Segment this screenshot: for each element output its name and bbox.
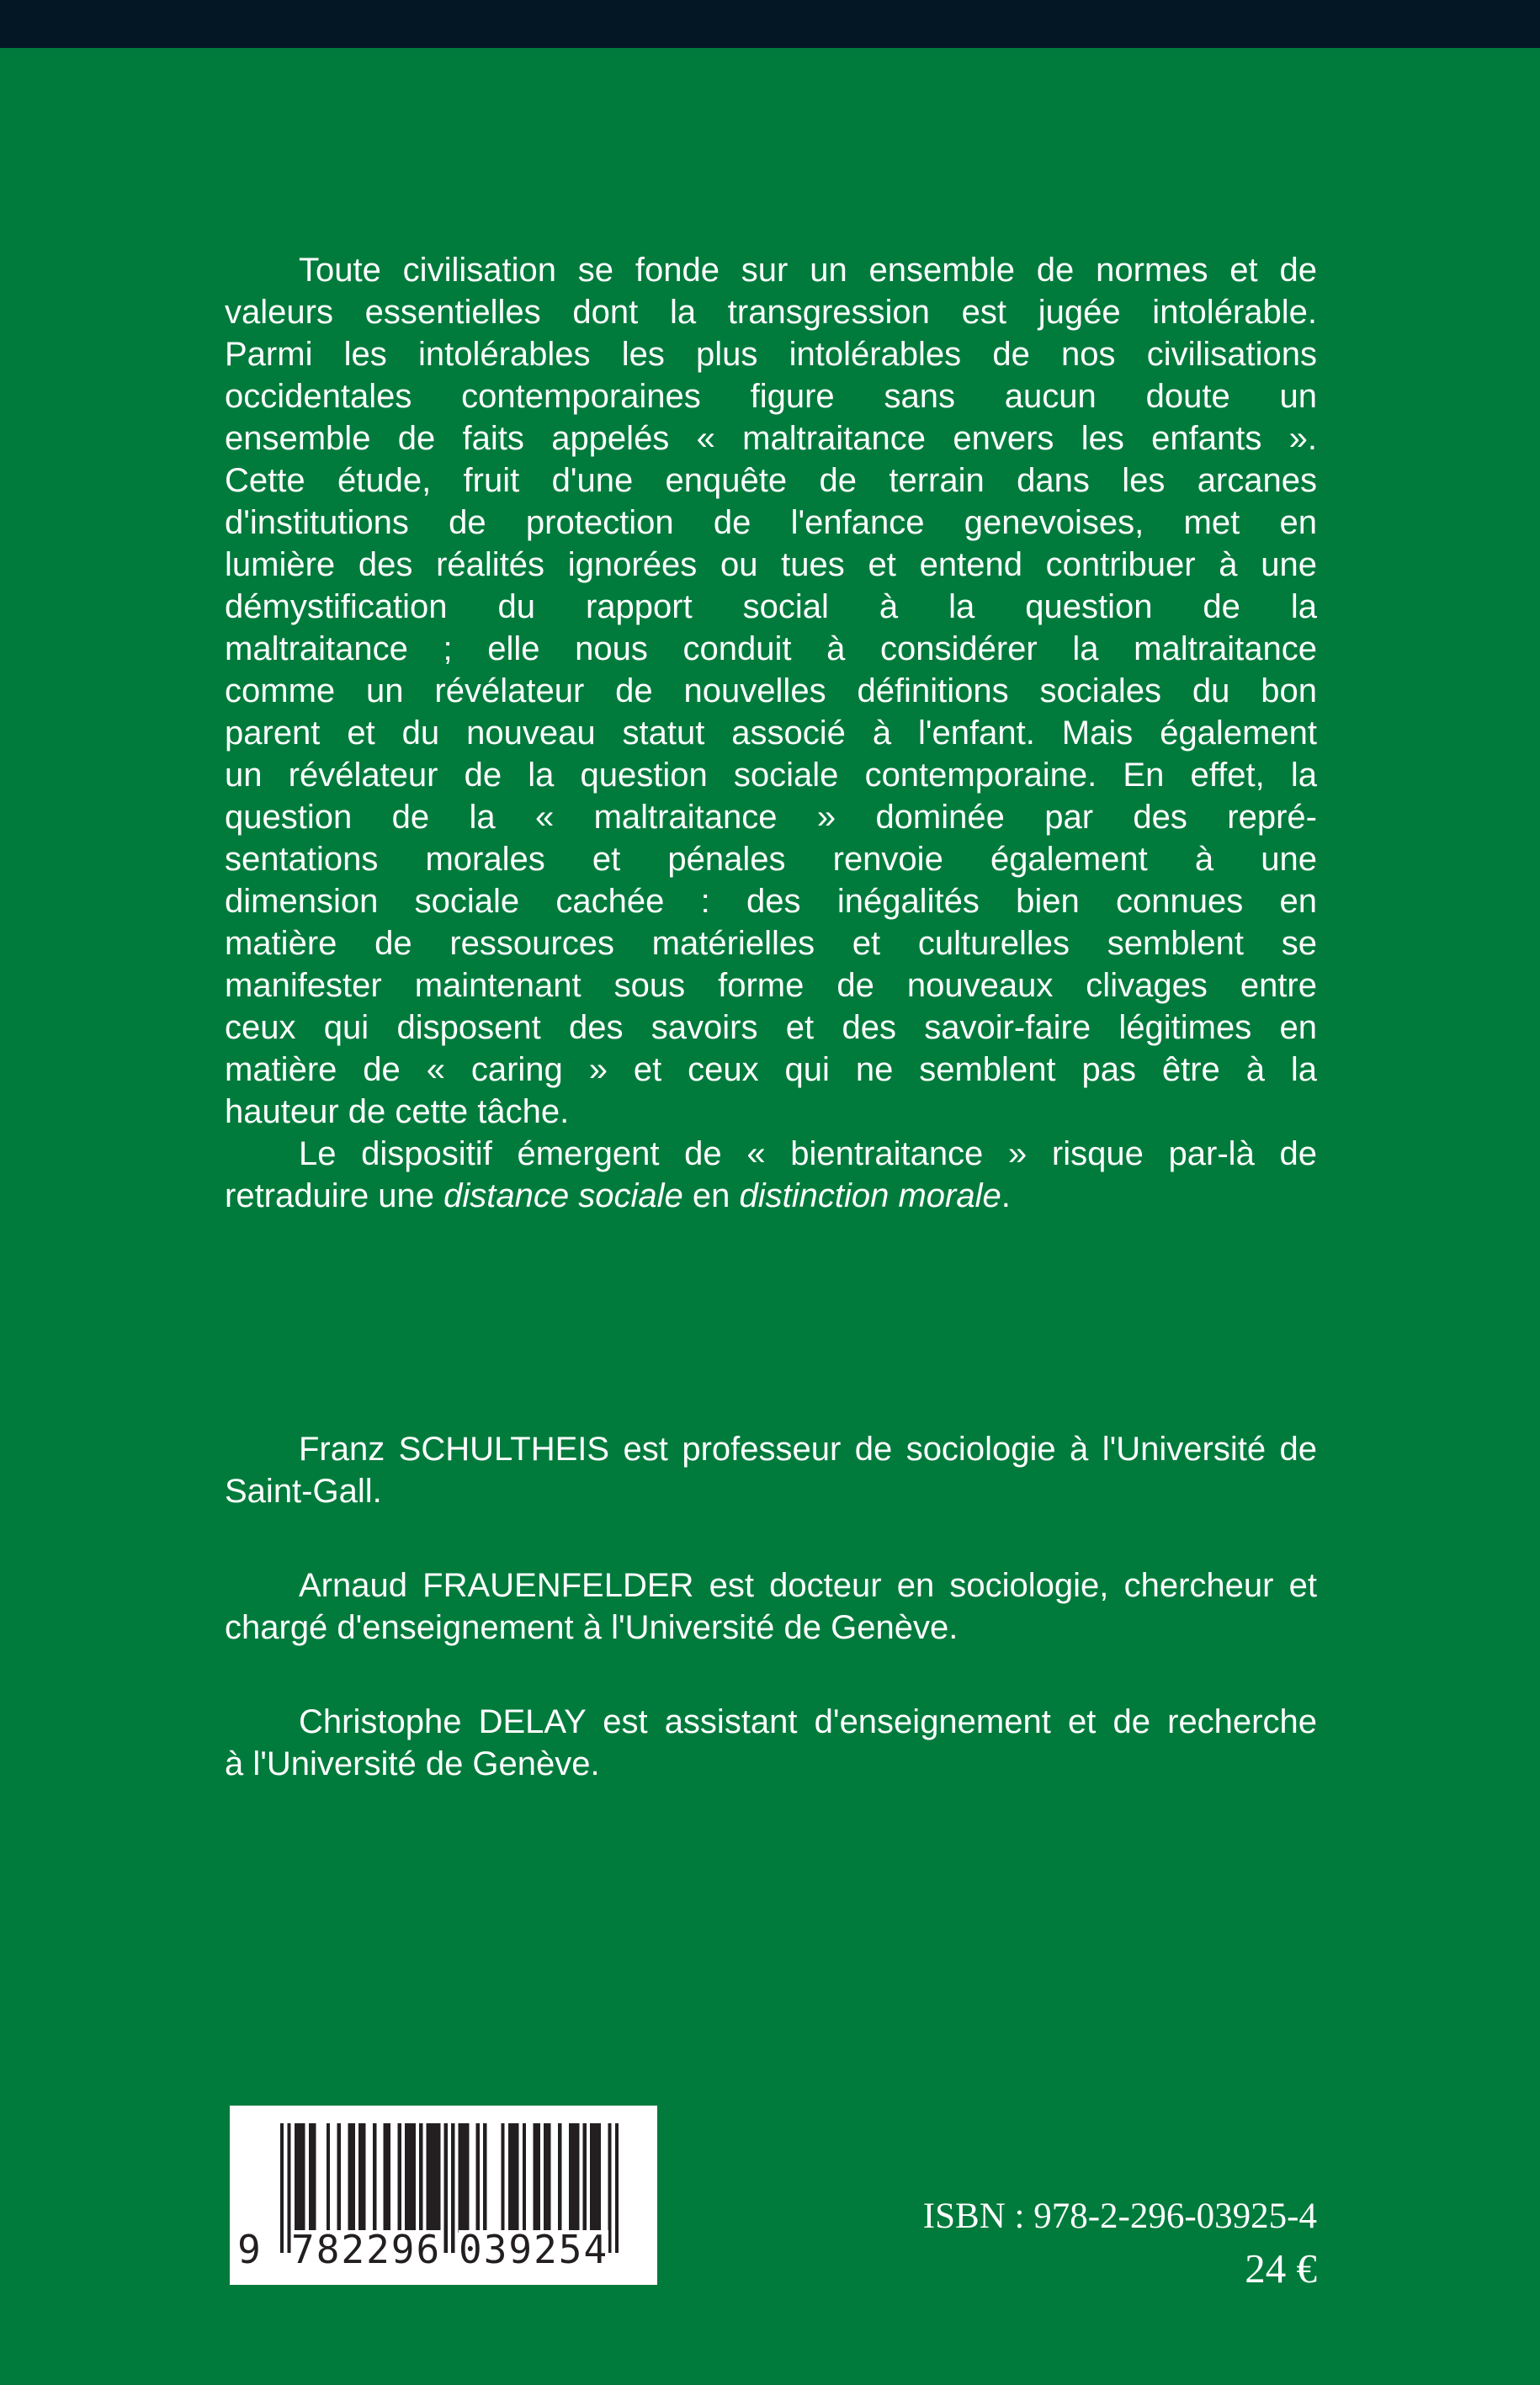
- author-bio-frauenfelder: [225, 1564, 1317, 1649]
- barcode-digit-group: 782296: [291, 2227, 442, 2272]
- synopsis-line: ensemble de faits appelés « maltraitance envers les enfants ».: [225, 420, 1317, 457]
- synopsis-line: Toute civilisation se fonde sur un ensemble de normes et de: [299, 252, 1317, 289]
- barcode-digit-group: 9: [237, 2227, 261, 2272]
- synopsis-line: Parmi les intolérables les plus intolérables de nos civilisations: [225, 336, 1317, 373]
- closing-suffix: .: [1001, 1177, 1011, 1214]
- closing-italic-phrase: distinction morale: [739, 1177, 1001, 1214]
- synopsis-line: ceux qui disposent des savoirs et des savoir-faire légitimes en: [225, 1009, 1317, 1046]
- synopsis-line: hauteur de cette tâche.: [225, 1093, 570, 1130]
- synopsis-line: parent et du nouveau statut associé à l'enfant. Mais également: [225, 714, 1317, 752]
- synopsis-line: maltraitance ; elle nous conduit à considérer la maltraitance: [225, 630, 1317, 667]
- synopsis-line: sentations morales et pénales renvoie également à une: [225, 841, 1317, 878]
- synopsis-line: dimension sociale cachée : des inégalités bien connues en: [225, 883, 1317, 920]
- synopsis-closing-line: [225, 1175, 1317, 1217]
- author-bio-line: Saint-Gall.: [225, 1473, 382, 1510]
- synopsis-line: lumière des réalités ignorées ou tues et entend contribuer à une: [225, 546, 1317, 583]
- barcode-digit-group: 039254: [459, 2227, 609, 2272]
- synopsis-line: question de la « maltraitance » dominée par des repré-: [225, 799, 1317, 836]
- isbn-text: ISBN : 978-2-296-03925-4: [922, 2196, 1317, 2236]
- top-dark-bar: [0, 0, 1540, 48]
- author-bios: [225, 1428, 1317, 1837]
- author-bio-line: à l'Université de Genève.: [225, 1745, 600, 1782]
- author-bio-line: chargé d'enseignement à l'Université de Genève.: [225, 1609, 959, 1646]
- closing-italic-phrase: distance sociale: [443, 1177, 683, 1214]
- author-bio-delay: [225, 1701, 1317, 1785]
- closing-prefix: retraduire une: [225, 1177, 444, 1214]
- author-bio-line: Christophe DELAY est assistant d'enseignement et de recherche: [299, 1703, 1317, 1740]
- price-text: 24 €: [1245, 2245, 1317, 2292]
- synopsis-line: Le dispositif émergent de « bientraitance » risque par-là de: [299, 1135, 1317, 1172]
- synopsis-line: matière de « caring » et ceux qui ne semblent pas être à la: [225, 1051, 1317, 1088]
- synopsis-line: manifester maintenant sous forme de nouveaux clivages entre: [225, 967, 1317, 1004]
- synopsis-line: comme un révélateur de nouvelles définitions sociales du bon: [225, 672, 1317, 709]
- author-bio-schultheis: [225, 1428, 1317, 1512]
- synopsis-line: d'institutions de protection de l'enfance genevoises, met en: [225, 504, 1317, 541]
- author-bio-line: Arnaud FRAUENFELDER est docteur en sociologie, chercheur et: [299, 1567, 1317, 1604]
- synopsis-line: démystification du rapport social à la question de la: [225, 588, 1317, 625]
- synopsis-line: un révélateur de la question sociale contemporaine. En effet, la: [225, 757, 1317, 794]
- closing-mid: en: [682, 1177, 740, 1214]
- synopsis-line: valeurs essentielles dont la transgression est jugée intolérable.: [225, 294, 1317, 331]
- synopsis-text: [225, 249, 1317, 1217]
- synopsis-line: matière de ressources matérielles et culturelles semblent se: [225, 925, 1317, 962]
- author-bio-line: Franz SCHULTHEIS est professeur de sociologie à l'Université de: [299, 1431, 1317, 1468]
- barcode: [230, 2106, 657, 2285]
- isbn-price-block: [923, 2195, 1317, 2292]
- synopsis-line: occidentales contemporaines figure sans aucun doute un: [225, 378, 1317, 415]
- synopsis-line: Cette étude, fruit d'une enquête de terrain dans les arcanes: [225, 462, 1317, 499]
